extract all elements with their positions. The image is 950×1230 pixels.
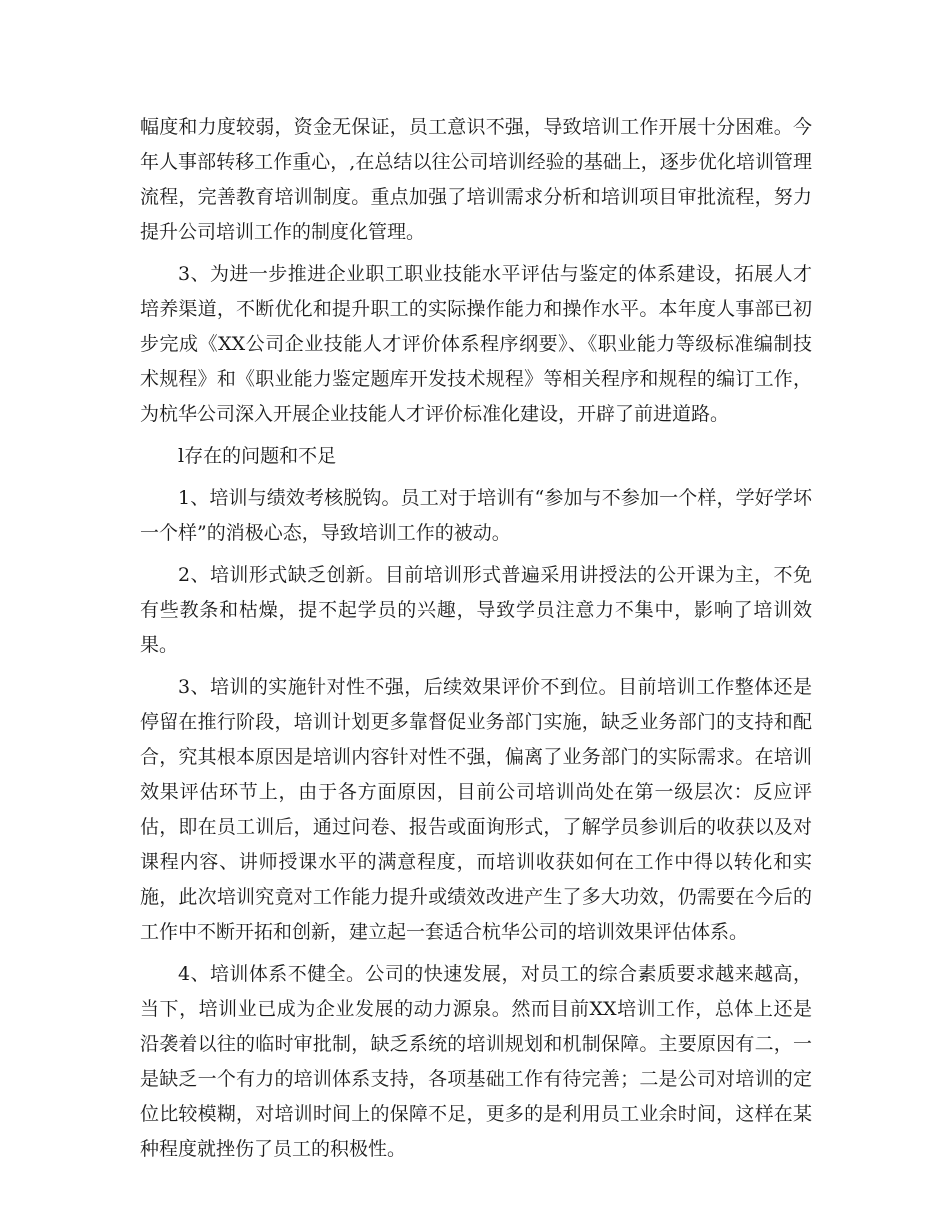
section-heading-problems: l存在的问题和不足: [178, 445, 337, 467]
paragraph-problem-4: 4、培训体系不健全。公司的快速发展，对员工的综合素质要求越来越高，当下，培训业已成为企业发展的动力源泉。然而目前XX培训工作，总体上还是沿袭着以往的临时审批制，缺乏系统的培训规划和机制保障。主要原因有二，一是缺乏一个有力的培训体系支持，各项基础工作有待完善；二是公司对培训的定位比较模糊，对培训时间上的保障不足，更多的是利用员工业余时间，这样在某种程度就挫伤了员工的积极性。: [140, 963, 812, 1160]
paragraph-item-3-skills: 3、为进一步推进企业职工职业技能水平评估与鉴定的体系建设，拓展人才培养渠道，不断优化和提升职工的实际操作能力和操作水平。本年度人事部已初步完成《XX公司企业技能人才评价体系程序纲要》、《职业能力等级标准编制技术规程》和《职业能力鉴定题库开发技术规程》等相关程序和规程的编订工作，为杭华公司深入开展企业技能人才评价标准化建设，开辟了前进道路。: [140, 263, 812, 425]
paragraph-problem-1: 1、培训与绩效考核脱钩。员工对于培训有“参加与不参加一个样，学好学坏一个样”的消极心态，导致培训工作的被动。: [140, 487, 812, 544]
paragraph-continuation: 幅度和力度较弱，资金无保证，员工意识不强，导致培训工作开展十分困难。今年人事部转移工作重心，,在总结以往公司培训经验的基础上，逐步优化培训管理流程，完善教育培训制度。重点加强了培训需求分析和培训项目审批流程，努力提升公司培训工作的制度化管理。: [140, 116, 812, 243]
document-page: [140, 110, 812, 1174]
paragraph-problem-3: 3、培训的实施针对性不强，后续效果评价不到位。目前培训工作整体还是停留在推行阶段，培训计划更多靠督促业务部门实施，缺乏业务部门的支持和配合，究其根本原因是培训内容针对性不强，偏离了业务部门的实际需求。在培训效果评估环节上，由于各方面原因，目前公司培训尚处在第一级层次：反应评估，即在员工训后，通过问卷、报告或面询形式，了解学员参训后的收获以及对课程内容、讲师授课水平的满意程度，而培训收获如何在工作中得以转化和实施，此次培训究竟对工作能力提升或绩效改进产生了多大功效，仍需要在今后的工作中不断开拓和创新，建立起一套适合杭华公司的培训效果评估体系。: [140, 676, 812, 943]
paragraph-problem-2: 2、培训形式缺乏创新。目前培训形式普遍采用讲授法的公开课为主，不免有些教条和枯燥，提不起学员的兴趣，导致学员注意力不集中，影响了培训效果。: [140, 564, 812, 656]
